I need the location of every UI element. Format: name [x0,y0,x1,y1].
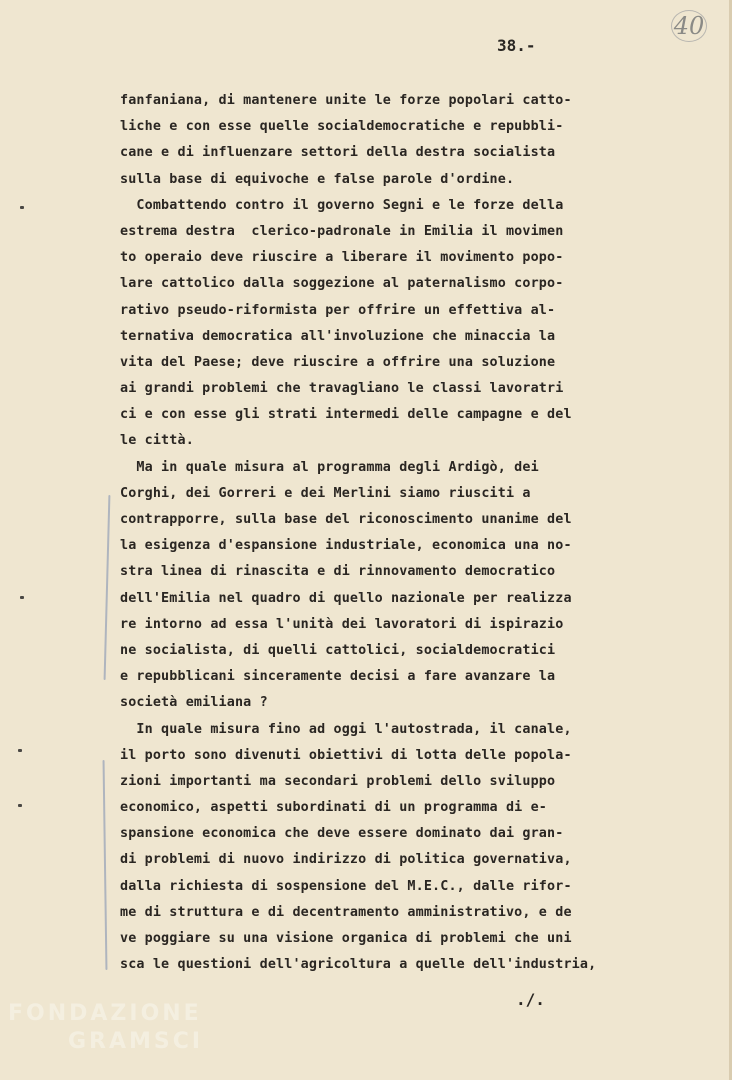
text-line: ternativa democratica all'involuzione che minaccia la [120,328,556,344]
text-line: economico, aspetti subordinati di un programma di e- [120,800,548,816]
text-line: Combattendo contro il governo Segni e le forze della [120,197,564,213]
text-line: estrema destra clerico-padronale in Emilia il movimen [120,223,564,239]
text-line: ne socialista, di quelli cattolici, socialdemocratici [120,642,556,658]
text-line: contrapporre, sulla base del riconoscimento unanime del [120,512,572,527]
text-line: In quale misura fino ad oggi l'autostrada, il canale, [120,721,572,737]
text-line: me di struttura e di decentramento amministrativo, e de [120,904,572,920]
text-line: e repubblicani sinceramente decisi a fare avanzare la [120,669,556,685]
text-line: zioni importanti ma secondari problemi dello sviluppo [120,773,556,789]
archive-watermark [8,1000,203,1056]
text-line: to operaio deve riuscire a liberare il movimento popo- [120,250,564,266]
text-line: sca le questioni dell'agricoltura a quelle dell'industria, [120,957,597,973]
text-line: cane e di influenzare settori della destra socialista [120,145,556,161]
text-line: ci e con esse gli strati intermedi delle campagne e del [120,407,572,423]
page-number: 38.- [497,36,536,55]
text-line: ve poggiare su una visione organica di problemi che uni [120,931,572,946]
margin-dot [18,804,22,807]
watermark-line-2: GRAMSCI [68,1029,204,1054]
margin-dot [20,206,24,209]
text-line: il porto sono divenuti obiettivi di lotta delle popola- [120,747,572,763]
watermark-line-1: FONDAZIONE [8,1001,202,1026]
text-line: Corghi, dei Gorreri e dei Merlini siamo riusciti a [120,485,531,501]
text-line: stra linea di rinascita e di rinnovamento democratico [120,564,556,580]
margin-annotations [0,0,120,1080]
margin-dot [18,749,22,752]
text-line: lare cattolico dalla soggezione al paternalismo corpo- [120,276,564,292]
continuation-mark: ./. [516,990,545,1009]
text-line: spansione economica che deve essere dominato dai gran- [120,826,564,842]
archive-number: 40 [671,10,707,42]
text-line: fanfaniana, di mantenere unite le forze popolari catto- [120,93,572,108]
text-line: vita del Paese; deve riuscire a offrire una soluzione [120,354,556,370]
text-line: dalla richiesta di sospensione del M.E.C., dalle rifor- [120,878,572,894]
text-line: società emiliana ? [120,695,268,711]
text-line: liche e con esse quelle socialdemocratiche e repubbli- [120,119,564,135]
text-line: re intorno ad essa l'unità dei lavoratori di ispirazio [120,616,564,632]
text-line: la esigenza d'espansione industriale, economica una no- [120,538,572,554]
text-line: sulla base di equivoche e false parole d'ordine. [120,171,515,187]
text-line: rativo pseudo-riformista per offrire un effettiva al- [120,302,556,318]
text-line: ai grandi problemi che travagliano le classi lavoratri [120,381,564,397]
pencil-margin-line [104,495,111,680]
text-line: le città. [120,433,194,449]
text-line: dell'Emilia nel quadro di quello nazionale per realizza [120,590,572,606]
text-line: di problemi di nuovo indirizzo di politica governativa, [120,852,572,868]
pencil-margin-line [103,760,108,970]
margin-dot [20,596,24,599]
typed-text-body [120,88,660,978]
text-line: Ma in quale misura al programma degli Ardigò, dei [120,459,539,475]
